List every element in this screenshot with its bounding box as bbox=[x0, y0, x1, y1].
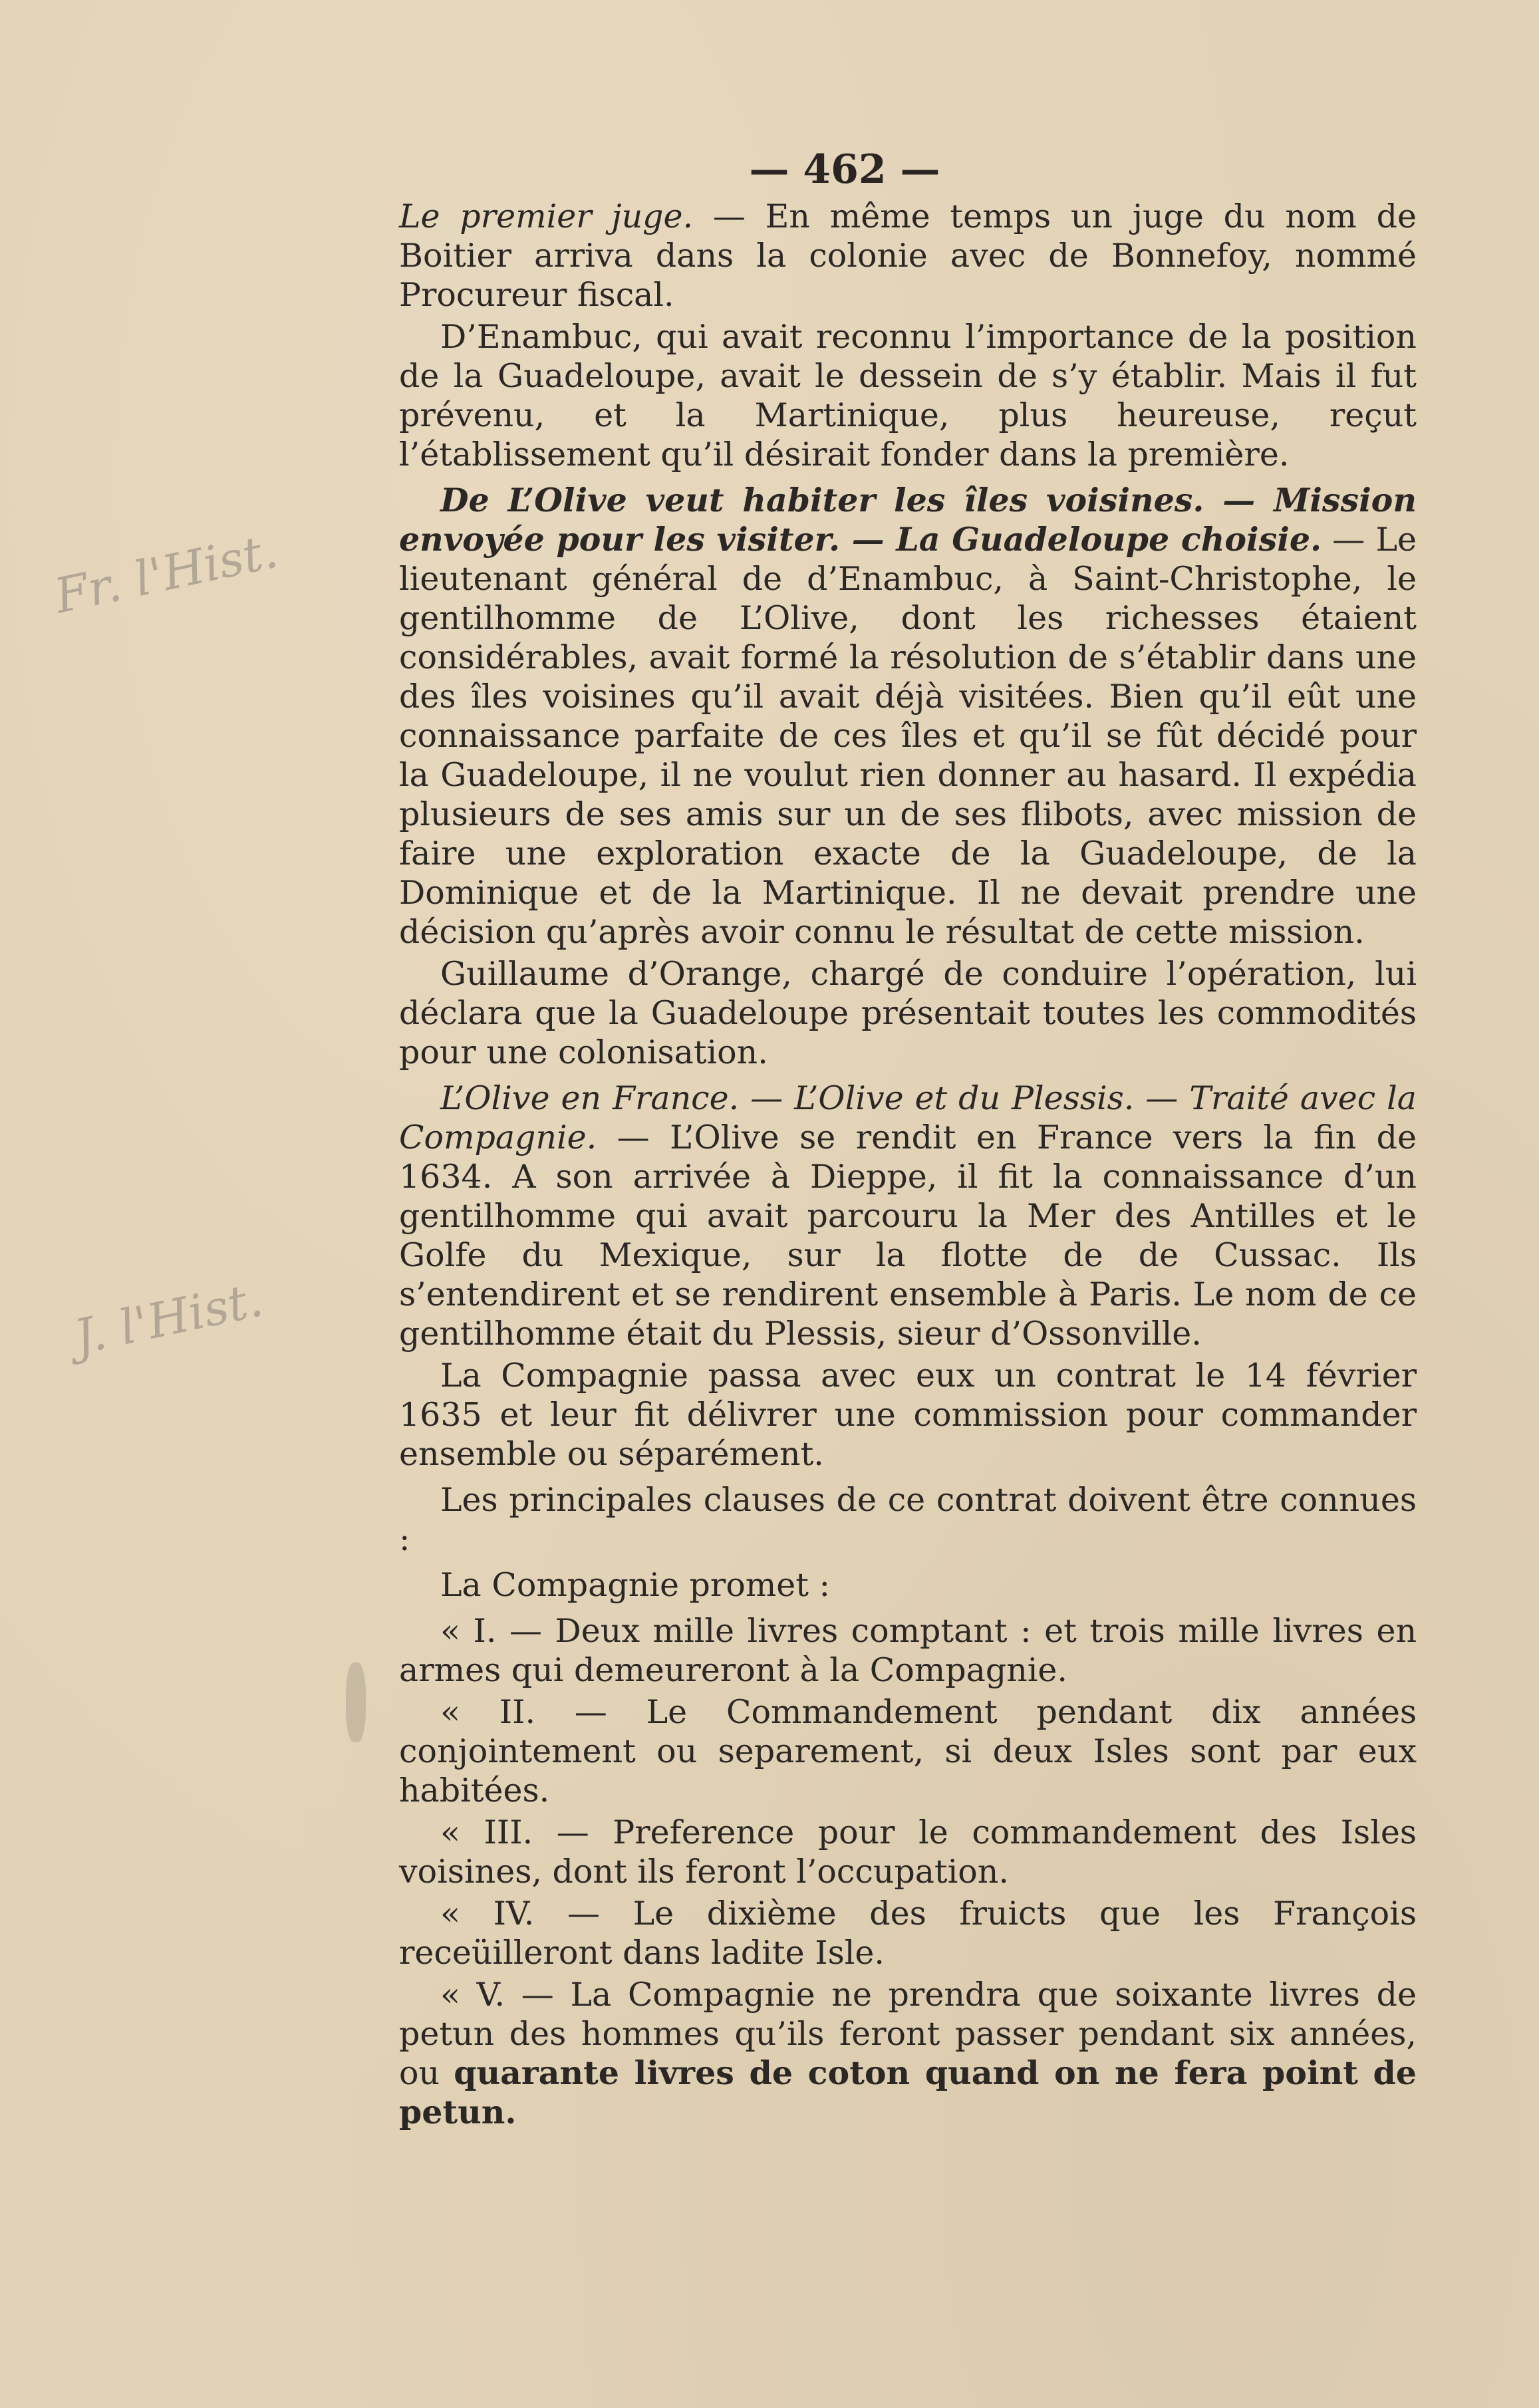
paragraph bbox=[399, 1079, 1417, 1353]
paragraph bbox=[399, 1480, 1417, 1559]
paragraph bbox=[399, 481, 1417, 952]
margin-handwriting-note: Fr. l'Hist. bbox=[49, 522, 283, 624]
clause-text-bold: quarante livres de coton quand on ne fera point de petun. bbox=[399, 2054, 1417, 2131]
paragraph bbox=[399, 1565, 1417, 1605]
paragraph-text: D’Enambuc, qui avait reconnu l’importance de la position de la Guadeloupe, avait le dessein de s’y établir. Mais il fut prévenu, et la Martinique, plus heureuse, reçut l’établissement qu’il désirait fonder dans la première. bbox=[399, 318, 1417, 473]
clause-text: « IV. — Le dixième des fruicts que les François receüilleront dans ladite Isle. bbox=[399, 1895, 1417, 1972]
paragraph bbox=[399, 954, 1417, 1072]
paragraph-text: Guillaume d’Orange, chargé de conduire l’opération, lui déclara que la Guadeloupe présentait toutes les commodités pour une colonisation. bbox=[399, 955, 1417, 1071]
paragraph-text: — Le lieutenant général de d’Enambuc, à Saint-Christophe, le gentilhomme de L’Olive, dont les richesses étaient considérables, avait formé la résolution de s’établir dans une des îles voisines qu’il avait déjà visitées. Bien qu’il eût une connaissance parfaite de ces îles et qu’il se fût décidé pour la Guadeloupe, il ne voulut rien donner au hasard. Il expédia plusieurs de ses amis sur un de ses flibots, avec mission de faire une exploration exacte de la Guadeloupe, de la Dominique et de la Martinique. Il ne devait prendre une décision qu’après avoir connu le résultat de cette mission. bbox=[399, 521, 1417, 951]
body-text bbox=[399, 197, 1417, 2132]
clause-text: « III. — Preference pour le commandement des Isles voisines, dont ils feront l’occupation. bbox=[399, 1813, 1417, 1891]
section-heading: L’Olive en France. — L’Olive et du Plessis. — Traité avec la Compagnie. bbox=[399, 1079, 1417, 1156]
contract-clause bbox=[399, 1813, 1417, 1891]
clause-text: « I. — Deux mille livres comptant : et trois mille livres en armes qui demeureront à la Compagnie. bbox=[399, 1612, 1417, 1689]
paragraph bbox=[399, 197, 1417, 315]
contract-clause bbox=[399, 1692, 1417, 1810]
section-heading: Le premier juge. bbox=[399, 198, 694, 235]
paragraph-text: — L’Olive se rendit en France vers la fin de 1634. A son arrivée à Dieppe, il fit la connaissance d’un gentilhomme qui avait parcouru la Mer des Antilles et le Golfe du Mexique, sur la flotte de de Cussac. Ils s’entendirent et se rendirent ensemble à Paris. Le nom de ce gentilhomme était du Plessis, sieur d’Ossonville. bbox=[399, 1119, 1417, 1353]
page-stain bbox=[346, 1663, 366, 1742]
page-number: — 462 — bbox=[749, 146, 940, 193]
paragraph bbox=[399, 317, 1417, 474]
paragraph-text: — En même temps un juge du nom de Boitier arriva dans la colonie avec de Bonnefoy, nommé Procureur fiscal. bbox=[399, 198, 1417, 314]
contract-clause bbox=[399, 1894, 1417, 1972]
contract-clause bbox=[399, 1975, 1417, 2132]
margin-handwriting-note: J. l'Hist. bbox=[69, 1271, 268, 1365]
clause-text: « II. — Le Commandement pendant dix années conjointement ou separement, si deux Isles sont par eux habitées. bbox=[399, 1693, 1417, 1809]
section-heading: De L’Olive veut habiter les îles voisines. — Mission envoyée pour les visiter. — La Guadeloupe choisie. bbox=[399, 481, 1417, 559]
paragraph bbox=[399, 1356, 1417, 1474]
paragraph-text: La Compagnie passa avec eux un contrat le 14 février 1635 et leur fit délivrer une commission pour commander ensemble ou séparément. bbox=[399, 1357, 1417, 1473]
paragraph-text: Les principales clauses de ce contrat doivent être connues : bbox=[399, 1481, 1417, 1558]
paragraph-text: La Compagnie promet : bbox=[440, 1566, 831, 1604]
clause-text: « V. — La Compagnie ne prendra que soixante livres de petun des hommes qu’ils feront passer pendant six années, ou bbox=[399, 1976, 1417, 2092]
contract-clause bbox=[399, 1611, 1417, 1690]
